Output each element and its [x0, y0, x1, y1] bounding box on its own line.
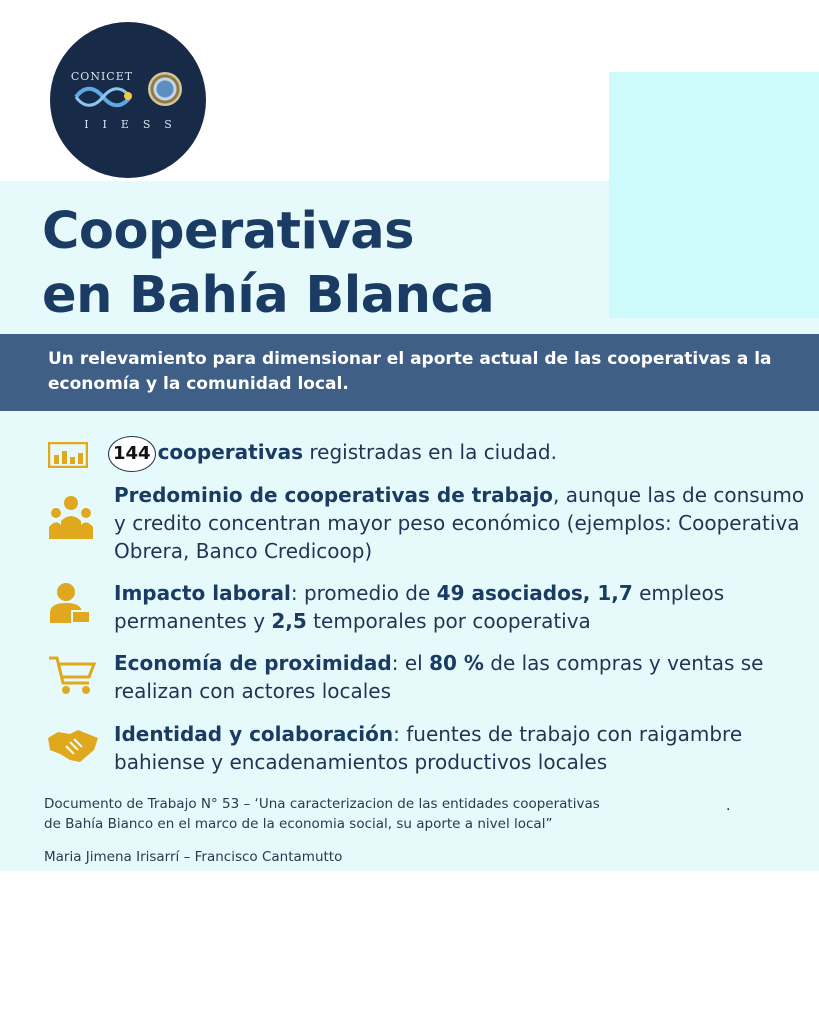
logo-conicet-text: CONICET [70, 70, 134, 83]
item-text-2: de las compras y ventas se realizan con actores locales [114, 651, 764, 703]
item-bold-2: 80 % [429, 651, 484, 675]
conicet-iiess-logo [50, 22, 206, 178]
item-text-1: : el [391, 651, 430, 675]
footer-line-1: Documento de Trabajo N° 53 – ‘Una caracterizacion de las entidades cooperativas [44, 796, 600, 812]
item-bold-2: 49 asociados, 1,7 [436, 581, 633, 605]
footer-line-2: de Bahía Bianco en el marco de la economia social, su aporte a nivel local” [44, 816, 553, 832]
item-bold-text: cooperativas [157, 440, 304, 464]
footer-document-reference [44, 794, 764, 834]
item-bold-text: Identidad y colaboración [114, 722, 394, 746]
title-line-1: Cooperativas [42, 202, 415, 261]
item-text-2: empleos permanentes y [114, 581, 725, 633]
item-text [114, 579, 814, 635]
item-rest-text: : fuentes de trabajo con raigambre bahiense y encadenamientos productivos locales [114, 722, 743, 774]
footer-dot: . [726, 798, 731, 814]
accent-panel [609, 72, 819, 318]
item-bold-text: Predominio de cooperativas de trabajo [114, 483, 554, 507]
page-title [42, 200, 494, 328]
item-rest-text: , aunque las de consumo y credito concentran mayor peso económico (ejemplos: Cooperativa Obrera, Banco Credicoop) [114, 483, 805, 563]
item-bold-text: Economía de proximidad [114, 651, 392, 675]
item-rest-text: registradas en la ciudad. [303, 440, 557, 464]
infinity-wave-icon [72, 86, 134, 108]
item-text [114, 649, 814, 705]
title-line-2: en Bahía Blanca [42, 266, 495, 325]
item-text [108, 436, 808, 472]
bar-chart-icon [48, 442, 88, 468]
item-text-1: : promedio de [290, 581, 437, 605]
item-text [114, 720, 814, 776]
subtitle-banner [0, 334, 819, 411]
logo-iiess-text: IIESS [84, 118, 186, 131]
shopping-cart-icon [48, 655, 96, 695]
item-text-3: temporales por cooperativa [306, 609, 591, 633]
banner-text: Un relevamiento para dimensionar el aporte actual de las cooperativas a la economía y la comunidad local. [48, 349, 772, 394]
item-bold-text: Impacto laboral [114, 581, 291, 605]
footer-authors: Maria Jimena Irisarrí – Francisco Cantamutto [44, 849, 343, 865]
group-icon [48, 495, 94, 539]
count-badge: 144 [108, 436, 156, 472]
item-bold-3: 2,5 [271, 609, 307, 633]
handshake-icon [48, 728, 98, 764]
worker-icon [48, 583, 92, 623]
item-text [114, 481, 814, 565]
university-seal-icon [148, 72, 182, 106]
